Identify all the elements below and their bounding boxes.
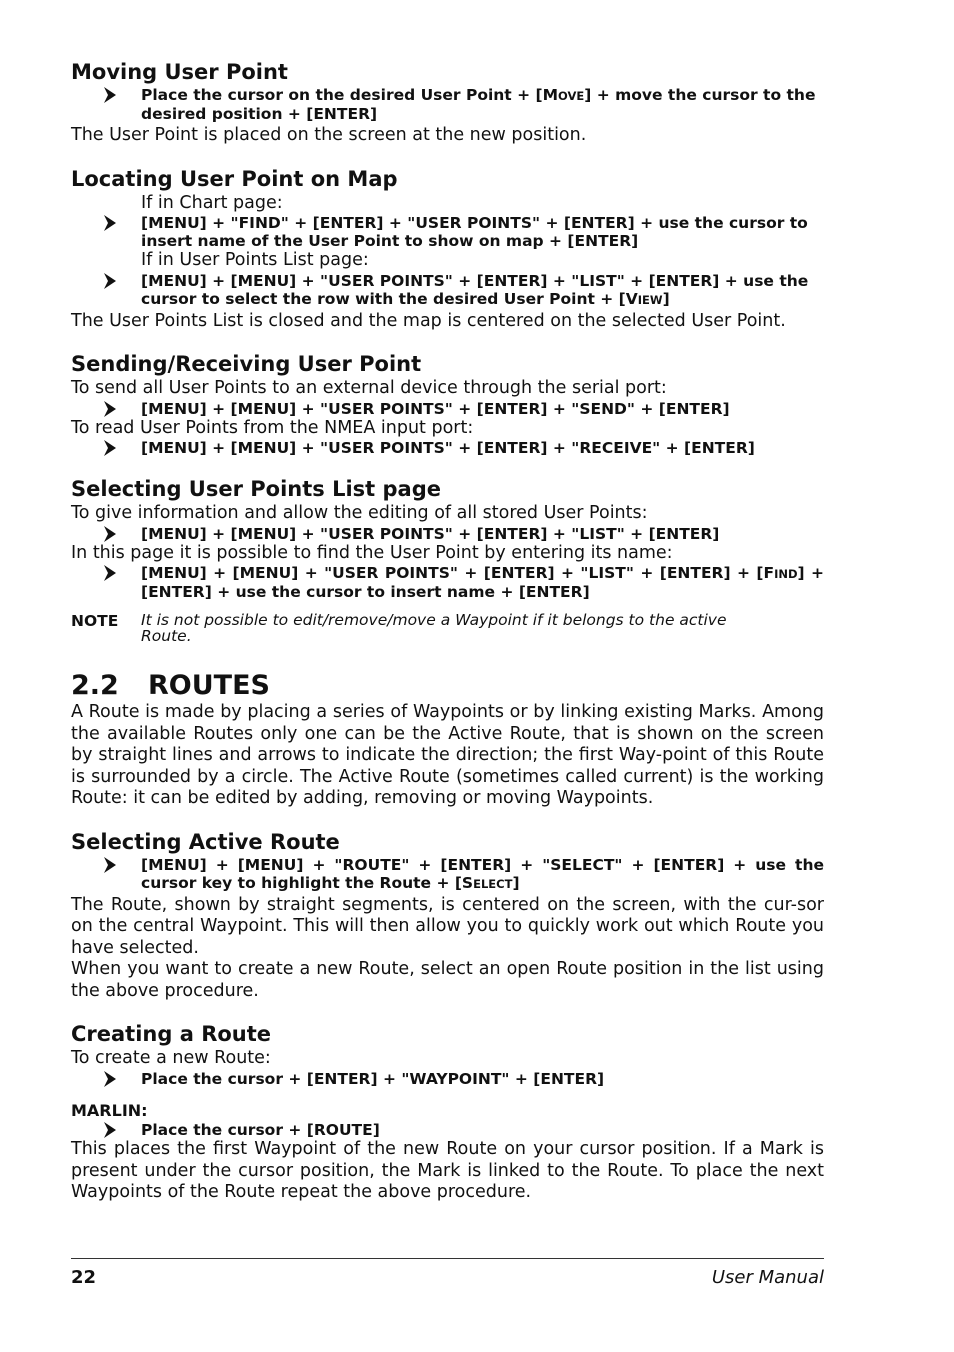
arrow-icon — [101, 215, 119, 231]
step-send: [MENU] + [MENU] + "USER POINTS" + [ENTER] + "SEND" + [ENTER] — [71, 400, 824, 418]
step-list-view: [MENU] + [MENU] + "USER POINTS" + [ENTER] + "LIST" + [ENTER] + use the cursor to select the row with the desired User Point + [VIEW] — [71, 272, 824, 309]
text-route-shown: The Route, shown by straight segments, is centered on the screen, with the cur-sor on the central Waypoint. This will then allow you to quickly work out which Route you have selected. — [71, 894, 824, 958]
heading-active-route: Selecting Active Route — [71, 829, 340, 854]
section-heading-routes: 2.2 ROUTES — [71, 670, 270, 701]
text-list-find: In this page it is possible to find the User Point by entering its name: — [71, 542, 673, 563]
text-create-result: This places the first Waypoint of the new Route on your cursor position. If a Mark is present under the cursor position, the Mark is linked to the Route. To place the next Waypoints of the Route repeat the above procedure. — [71, 1139, 824, 1202]
note-block — [71, 613, 824, 644]
step-marlin: Place the cursor + [ROUTE] — [71, 1121, 824, 1139]
step-find: [MENU] + "FIND" + [ENTER] + "USER POINTS" + [ENTER] + use the cursor to insert name of the User Point to show on map + [ENTER] — [71, 214, 824, 250]
heading-moving-user-point: Moving User Point — [71, 60, 288, 84]
note-label: NOTE — [71, 612, 119, 630]
page-footer — [71, 1258, 824, 1288]
text-send: To send all User Points to an external device through the serial port: — [71, 378, 667, 398]
text-list-info: To give information and allow the editing of all stored User Points: — [71, 503, 648, 523]
text-routes-intro: A Route is made by placing a series of Waypoints or by linking existing Marks. Among the available Routes only one can be the Active Route, that is shown on the screen by straight lines and arrows to indicate the direction; the first Way-point of this Route is surrounded by a circle. The Active Route (sometimes called current) is the working Route: it can be edited by adding, removing or moving Waypoints. — [71, 702, 824, 808]
manual-title: User Manual — [711, 1267, 824, 1288]
arrow-icon — [101, 565, 119, 581]
page-number: 22 — [71, 1267, 97, 1288]
step-list: [MENU] + [MENU] + "USER POINTS" + [ENTER] + "LIST" + [ENTER] — [71, 525, 824, 543]
note-text: It is not possible to edit/remove/move a Waypoint if it belongs to the active Route. — [141, 611, 727, 645]
text-locating-result: The User Points List is closed and the map is centered on the selected User Point. — [71, 310, 786, 331]
heading-sending: Sending/Receiving User Point — [71, 352, 422, 376]
text-if-chart: If in Chart page: — [141, 192, 283, 213]
step-create: Place the cursor + [ENTER] + "WAYPOINT" + [ENTER] — [71, 1070, 824, 1088]
arrow-icon — [101, 401, 119, 417]
arrow-icon — [101, 440, 119, 456]
text-receive: To read User Points from the NMEA input port: — [71, 417, 474, 438]
arrow-icon — [101, 273, 119, 289]
arrow-icon — [101, 526, 119, 542]
step-receive: [MENU] + [MENU] + "USER POINTS" + [ENTER] + "RECEIVE" + [ENTER] — [71, 439, 824, 457]
heading-locating: Locating User Point on Map — [71, 166, 398, 191]
page-content — [71, 58, 824, 1204]
arrow-icon — [101, 1122, 119, 1138]
arrow-icon — [101, 1071, 119, 1087]
step-select-route: [MENU] + [MENU] + "ROUTE" + [ENTER] + "SELECT" + [ENTER] + use the cursor key to highlight the Route + [SELECT] — [71, 856, 824, 893]
arrow-icon — [101, 87, 119, 103]
heading-creating-route: Creating a Route — [71, 1022, 272, 1046]
step-list-find: [MENU] + [MENU] + "USER POINTS" + [ENTER] + "LIST" + [ENTER] + [FIND] + [ENTER] + use the cursor to insert name + [ENTER] — [71, 564, 824, 601]
text-new-route: When you want to create a new Route, select an open Route position in the list using the above procedure. — [71, 959, 824, 1001]
step-move: Place the cursor on the desired User Point + [MOVE] + move the cursor to the desired position + [ENTER] — [71, 86, 824, 123]
text-if-list: If in User Points List page: — [141, 250, 369, 270]
marlin-label: MARLIN: — [71, 1100, 148, 1120]
text-create: To create a new Route: — [71, 1048, 271, 1068]
text-move-result: The User Point is placed on the screen at the new position. — [71, 125, 587, 145]
heading-list-page: Selecting User Points List page — [71, 477, 441, 501]
arrow-icon — [101, 857, 119, 873]
